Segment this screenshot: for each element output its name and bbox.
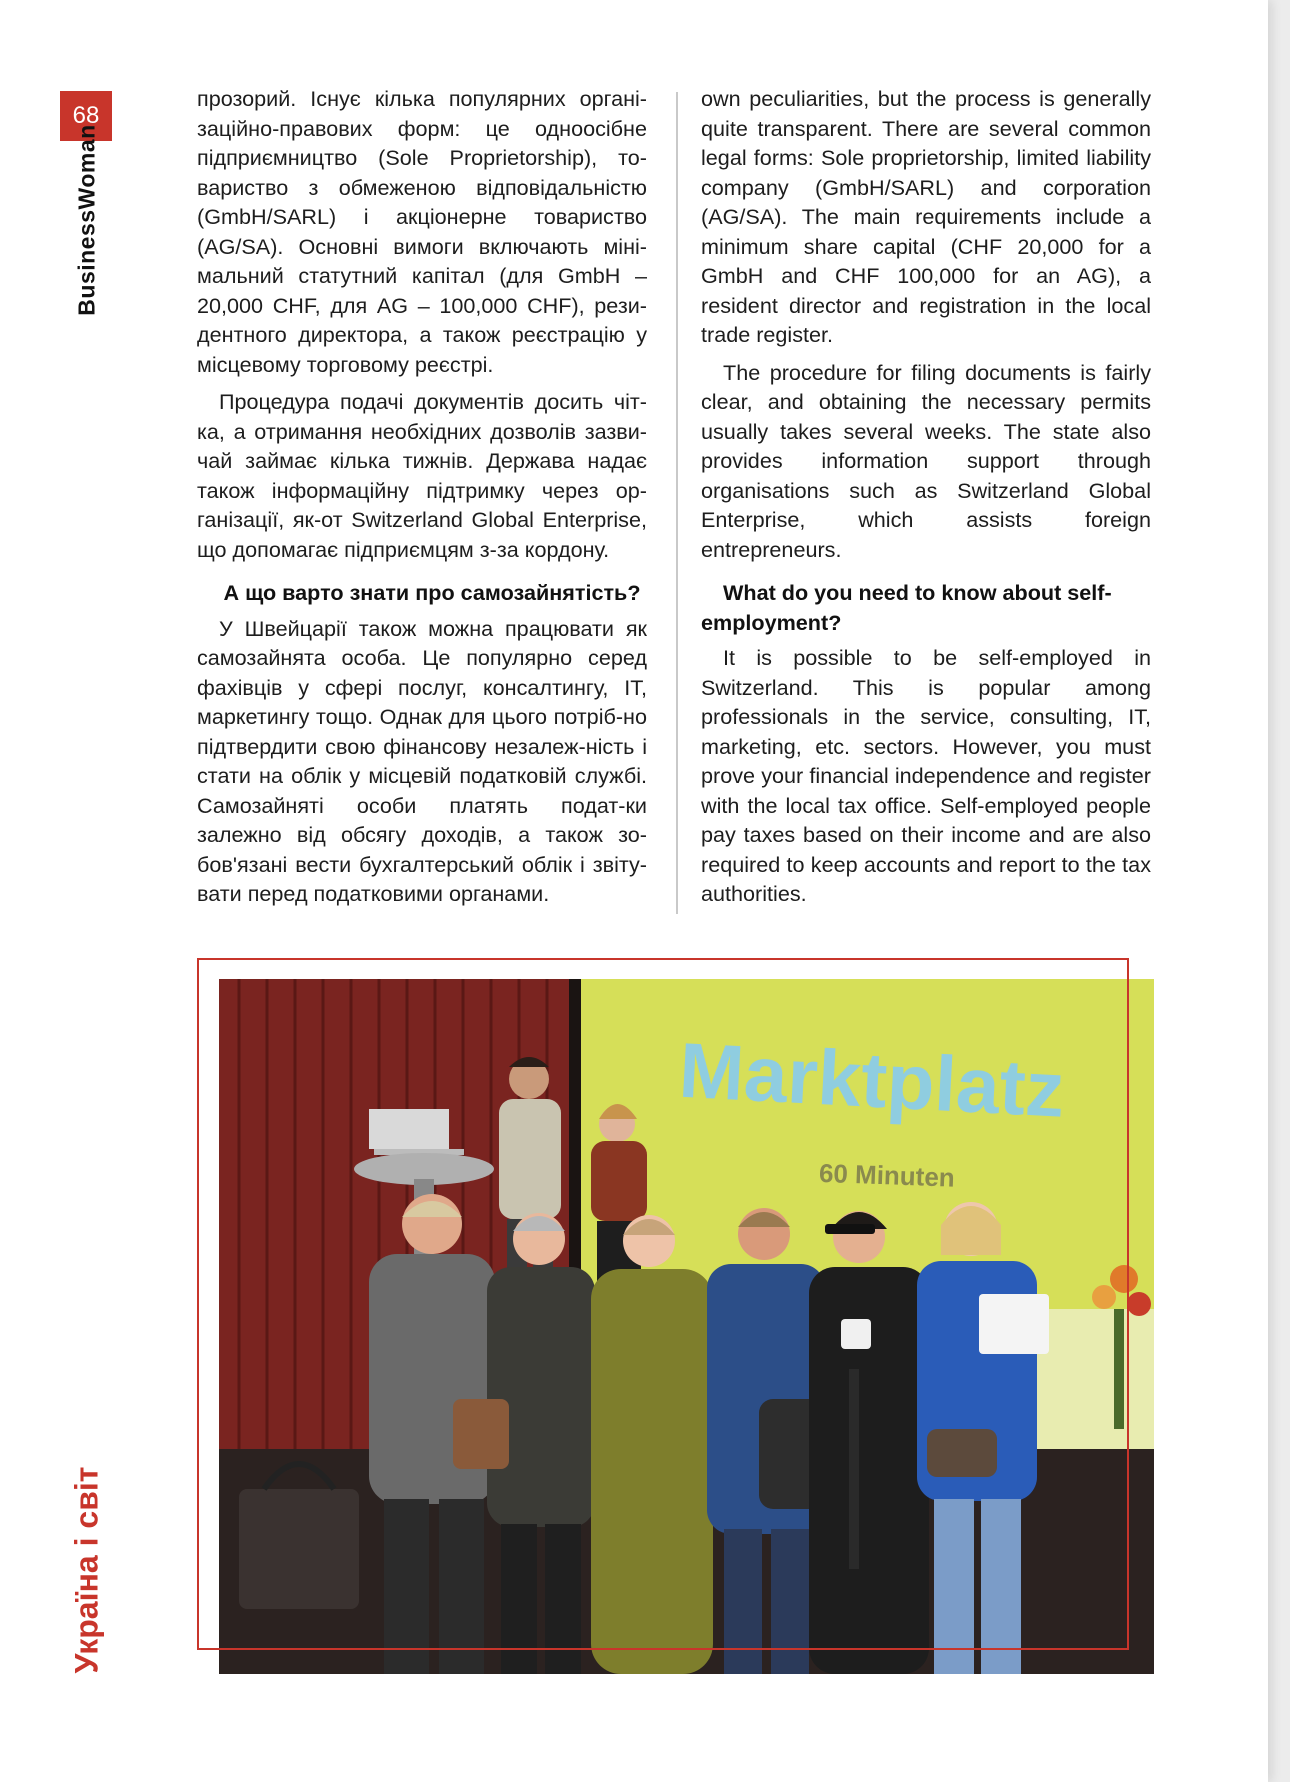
ua-paragraph-2: Процедура подачі документів досить чіт-ка, а отримання необхідних дозволів зазви-чай займає кілька тижнів. Держава надає також інформаційну підтримку через ор-ганізації, як-от Switzerland Global Enterprise, що допомагає підприємцям з-за кордону. [197,389,647,562]
person-3 [591,1215,713,1674]
person-5 [809,1211,929,1674]
ukrainian-column [197,84,647,917]
screen-title: Marktplatz [676,1025,1067,1134]
ua-subheading: А що варто знати про самозайнятість? [223,580,641,605]
group-photo-illustration [219,979,1154,1674]
ua-paragraph-3: У Швейцарії також можна працювати як самозайнята особа. Це популярно серед фахівців у сфері послуг, консалтингу, IT, маркетингу тощо. Однак для цього потріб-но підтвердити свою фінансову незалеж-ність і стати на облік у місцевій податковій службі. Самозайняті особи платять подат-ки залежно від обсягу доходів, а також зо-бов'язані вести бухгалтерський облік і звіту-вати перед податковими органами. [197,615,647,906]
page-number: 68 [60,91,112,141]
english-column [701,84,1151,917]
group-photo [219,979,1154,1674]
section-title: Україна і світ [68,1466,105,1674]
en-paragraph-3: It is possible to be self-employed in Switzerland. This is popular among professionals in the service, consulting, IT, marketing, etc. sectors. However, you must prove your financial independence and register with the local tax office. Self-employed people pay taxes based on their income and are also required to keep accounts and report to the tax authorities. [701,645,1151,906]
screen-subtitle: 60 Minuten [818,1157,956,1193]
en-subheading: What do you need to know about self-employment? [701,580,1112,635]
magazine-brand: BusinessWoman [73,124,100,316]
column-divider [676,92,678,914]
en-paragraph-1: own peculiarities, but the process is generally quite transparent. There are several common legal forms: Sole proprietorship, limited liability company (GmbH/SARL) and corporation (AG/SA). The main requirements include a minimum share capital (CHF 20,000 for a GmbH and CHF 100,000 for an AG), a resident director and registration in the local trade register. [701,86,1151,347]
ua-paragraph-1: прозорий. Існує кілька популярних органі-заційно-правових форм: це одноосібне підприємництво (Sole Proprietorship), то-вариство з обмеженою відповідальністю (GmbH/SARL) і акціонерне товариство (AG/SA). Основні вимоги включають міні-мальний статутний капітал (для GmbH – 20,000 CHF, для AG – 100,000 CHF), рези-дентного директора, а також реєстрацію у місцевому торговому реєстрі. [197,86,647,377]
en-paragraph-2: The procedure for filing documents is fairly clear, and obtaining the necessary permits usually takes several weeks. The state also provides information support through organisations such as Switzerland Global Enterprise, which assists foreign entrepreneurs. [701,359,1151,562]
